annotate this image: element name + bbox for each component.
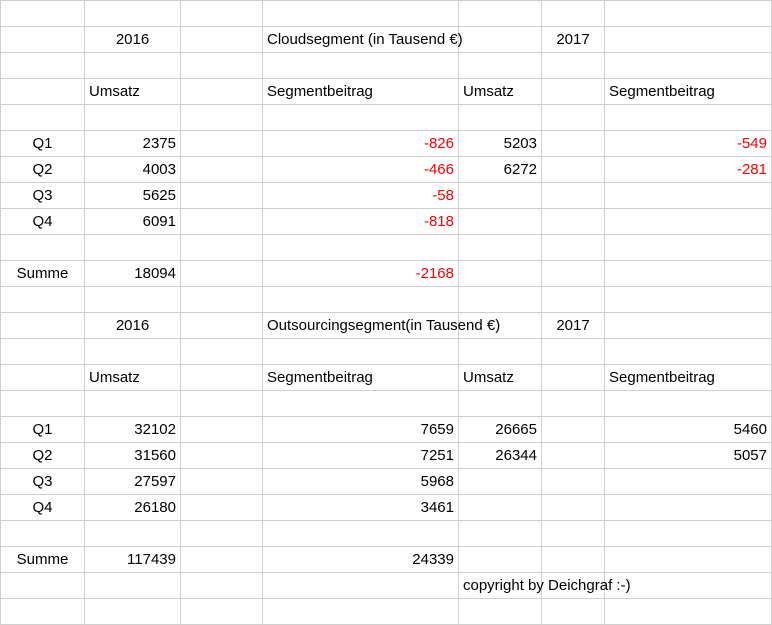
cell-blank[interactable] — [1, 287, 85, 313]
cloud-header-segment-2017[interactable]: Segmentbeitrag — [605, 79, 772, 105]
cell-blank[interactable] — [181, 599, 263, 625]
cell-blank[interactable] — [263, 53, 459, 79]
cell-blank[interactable] — [181, 157, 263, 183]
outsourcing-header-segment-2016[interactable]: Segmentbeitrag — [263, 365, 459, 391]
table-row[interactable] — [1, 183, 772, 209]
cell-blank[interactable] — [542, 157, 605, 183]
outsourcing-segment-2017[interactable] — [605, 469, 772, 495]
outsourcing-umsatz-2017[interactable] — [459, 495, 542, 521]
cell-blank[interactable] — [1, 599, 85, 625]
cell-blank[interactable] — [542, 391, 605, 417]
table-row[interactable] — [1, 573, 772, 599]
cell-blank[interactable] — [459, 391, 542, 417]
cell-blank[interactable] — [85, 599, 181, 625]
table-row[interactable] — [1, 261, 772, 287]
cell-blank[interactable] — [542, 131, 605, 157]
cell-blank[interactable] — [605, 287, 772, 313]
outsourcing-header-umsatz-2016[interactable]: Umsatz — [85, 365, 181, 391]
outsourcing-total-label[interactable]: Summe — [1, 547, 85, 573]
cell-blank[interactable] — [542, 53, 605, 79]
table-row[interactable] — [1, 339, 772, 365]
table-row[interactable] — [1, 27, 772, 53]
cloud-row-label[interactable]: Q4 — [1, 209, 85, 235]
cell-blank[interactable] — [459, 27, 542, 53]
outsourcing-section-title[interactable]: Outsourcingsegment(in Tausend €) — [263, 313, 459, 339]
cell-blank[interactable] — [605, 27, 772, 53]
table-row[interactable] — [1, 599, 772, 625]
cell-blank[interactable] — [1, 339, 85, 365]
cell-blank[interactable] — [181, 573, 263, 599]
cell-blank[interactable] — [263, 105, 459, 131]
outsourcing-umsatz-2016[interactable]: 32102 — [85, 417, 181, 443]
cell-blank[interactable] — [181, 287, 263, 313]
outsourcing-segment-2017[interactable]: 5460 — [605, 417, 772, 443]
cell-blank[interactable] — [542, 417, 605, 443]
cell-blank[interactable] — [181, 131, 263, 157]
cell-blank[interactable] — [181, 79, 263, 105]
outsourcing-segment-2016[interactable]: 3461 — [263, 495, 459, 521]
cloud-umsatz-2016[interactable]: 4003 — [85, 157, 181, 183]
cloud-row-label[interactable]: Q2 — [1, 157, 85, 183]
cloud-year-left[interactable]: 2016 — [85, 27, 181, 53]
cell-blank[interactable] — [263, 599, 459, 625]
cloud-total-umsatz-2016[interactable]: 18094 — [85, 261, 181, 287]
cloud-total-segment-2017[interactable] — [605, 261, 772, 287]
table-row[interactable] — [1, 79, 772, 105]
cell-blank[interactable] — [459, 339, 542, 365]
outsourcing-umsatz-2016[interactable]: 27597 — [85, 469, 181, 495]
cell-blank[interactable] — [605, 391, 772, 417]
outsourcing-umsatz-2017[interactable]: 26344 — [459, 443, 542, 469]
outsourcing-umsatz-2016[interactable]: 31560 — [85, 443, 181, 469]
cell-blank[interactable] — [85, 573, 181, 599]
cell-blank[interactable] — [1, 391, 85, 417]
cell-blank[interactable] — [542, 209, 605, 235]
outsourcing-total-umsatz-2016[interactable]: 117439 — [85, 547, 181, 573]
cell-blank[interactable] — [181, 365, 263, 391]
cloud-segment-2017[interactable]: -549 — [605, 131, 772, 157]
table-row[interactable] — [1, 365, 772, 391]
cell-blank[interactable] — [263, 521, 459, 547]
cloud-total-umsatz-2017[interactable] — [459, 261, 542, 287]
cell-blank[interactable] — [459, 599, 542, 625]
cloud-section-title[interactable]: Cloudsegment (in Tausend €) — [263, 27, 459, 53]
cell-blank[interactable] — [181, 27, 263, 53]
table-row[interactable] — [1, 521, 772, 547]
table-row[interactable] — [1, 417, 772, 443]
cloud-total-label[interactable]: Summe — [1, 261, 85, 287]
cell-blank[interactable] — [1, 235, 85, 261]
cell-blank[interactable] — [85, 339, 181, 365]
cell-blank[interactable] — [263, 391, 459, 417]
cloud-total-segment-2016[interactable]: -2168 — [263, 261, 459, 287]
outsourcing-header-umsatz-2017[interactable]: Umsatz — [459, 365, 542, 391]
cell-blank[interactable] — [459, 105, 542, 131]
cell-blank[interactable] — [605, 521, 772, 547]
cell-blank[interactable] — [1, 27, 85, 53]
outsourcing-total-segment-2016[interactable]: 24339 — [263, 547, 459, 573]
cell-blank[interactable] — [181, 417, 263, 443]
table-row[interactable] — [1, 53, 772, 79]
cell-blank[interactable] — [85, 521, 181, 547]
cell-blank[interactable] — [542, 469, 605, 495]
cell-blank[interactable] — [542, 443, 605, 469]
outsourcing-umsatz-2017[interactable] — [459, 469, 542, 495]
cell-blank[interactable] — [85, 391, 181, 417]
table-row[interactable] — [1, 287, 772, 313]
table-row[interactable] — [1, 391, 772, 417]
cloud-header-segment-2016[interactable]: Segmentbeitrag — [263, 79, 459, 105]
cloud-segment-2017[interactable]: -281 — [605, 157, 772, 183]
cell-blank[interactable] — [605, 339, 772, 365]
cell-blank[interactable] — [181, 261, 263, 287]
cloud-segment-2016[interactable]: -466 — [263, 157, 459, 183]
table-row[interactable] — [1, 209, 772, 235]
cell-blank[interactable] — [181, 391, 263, 417]
cloud-year-right[interactable]: 2017 — [542, 27, 605, 53]
cell-blank[interactable] — [542, 339, 605, 365]
cell-blank[interactable] — [542, 287, 605, 313]
cell-blank[interactable] — [459, 521, 542, 547]
cell-blank[interactable] — [1, 573, 85, 599]
cell-blank[interactable] — [1, 313, 85, 339]
cell-blank[interactable] — [181, 521, 263, 547]
cloud-umsatz-2016[interactable]: 5625 — [85, 183, 181, 209]
cell-blank[interactable] — [459, 53, 542, 79]
outsourcing-total-segment-2017[interactable] — [605, 547, 772, 573]
cell-blank[interactable] — [605, 1, 772, 27]
cell-blank[interactable] — [181, 105, 263, 131]
table-row[interactable] — [1, 469, 772, 495]
cloud-header-umsatz-2017[interactable]: Umsatz — [459, 79, 542, 105]
cell-blank[interactable] — [605, 235, 772, 261]
table-row[interactable] — [1, 313, 772, 339]
cell-blank[interactable] — [1, 53, 85, 79]
cloud-segment-2017[interactable] — [605, 183, 772, 209]
outsourcing-year-left[interactable]: 2016 — [85, 313, 181, 339]
cell-blank[interactable] — [85, 105, 181, 131]
outsourcing-header-segment-2017[interactable]: Segmentbeitrag — [605, 365, 772, 391]
outsourcing-segment-2016[interactable]: 7659 — [263, 417, 459, 443]
cell-blank[interactable] — [542, 599, 605, 625]
outsourcing-segment-2017[interactable] — [605, 495, 772, 521]
outsourcing-segment-2016[interactable]: 7251 — [263, 443, 459, 469]
cloud-segment-2016[interactable]: -58 — [263, 183, 459, 209]
cell-blank[interactable] — [542, 105, 605, 131]
cell-blank[interactable] — [181, 469, 263, 495]
outsourcing-year-right[interactable]: 2017 — [542, 313, 605, 339]
cell-blank[interactable] — [1, 79, 85, 105]
cell-blank[interactable] — [542, 183, 605, 209]
cell-blank[interactable] — [542, 495, 605, 521]
outsourcing-row-label[interactable]: Q4 — [1, 495, 85, 521]
cell-blank[interactable] — [181, 235, 263, 261]
cell-blank[interactable] — [459, 235, 542, 261]
cell-blank[interactable] — [605, 313, 772, 339]
cell-blank[interactable] — [263, 235, 459, 261]
cell-blank[interactable] — [263, 573, 459, 599]
cell-blank[interactable] — [85, 1, 181, 27]
cloud-umsatz-2017[interactable]: 6272 — [459, 157, 542, 183]
table-row[interactable] — [1, 131, 772, 157]
copyright-note[interactable]: copyright by Deichgraf :-) — [459, 573, 542, 599]
cell-blank[interactable] — [181, 209, 263, 235]
table-row[interactable] — [1, 157, 772, 183]
cell-blank[interactable] — [1, 365, 85, 391]
cloud-segment-2016[interactable]: -826 — [263, 131, 459, 157]
cell-blank[interactable] — [1, 521, 85, 547]
cell-blank[interactable] — [85, 53, 181, 79]
outsourcing-segment-2016[interactable]: 5968 — [263, 469, 459, 495]
cell-blank[interactable] — [1, 105, 85, 131]
cell-blank[interactable] — [542, 547, 605, 573]
cell-blank[interactable] — [181, 1, 263, 27]
table-row[interactable] — [1, 443, 772, 469]
cell-blank[interactable] — [181, 183, 263, 209]
cell-blank[interactable] — [263, 339, 459, 365]
cloud-header-umsatz-2016[interactable]: Umsatz — [85, 79, 181, 105]
table-row[interactable] — [1, 105, 772, 131]
cloud-row-label[interactable]: Q3 — [1, 183, 85, 209]
cell-blank[interactable] — [605, 599, 772, 625]
cell-blank[interactable] — [542, 365, 605, 391]
cell-blank[interactable] — [181, 313, 263, 339]
outsourcing-row-label[interactable]: Q2 — [1, 443, 85, 469]
cell-blank[interactable] — [263, 1, 459, 27]
cloud-segment-2017[interactable] — [605, 209, 772, 235]
cell-blank[interactable] — [181, 495, 263, 521]
table-row[interactable] — [1, 495, 772, 521]
cloud-row-label[interactable]: Q1 — [1, 131, 85, 157]
table-row[interactable] — [1, 547, 772, 573]
cloud-umsatz-2016[interactable]: 6091 — [85, 209, 181, 235]
cell-blank[interactable] — [1, 1, 85, 27]
cell-blank[interactable] — [542, 521, 605, 547]
outsourcing-total-umsatz-2017[interactable] — [459, 547, 542, 573]
outsourcing-segment-2017[interactable]: 5057 — [605, 443, 772, 469]
outsourcing-umsatz-2017[interactable]: 26665 — [459, 417, 542, 443]
cell-blank[interactable] — [181, 53, 263, 79]
table-row[interactable] — [1, 1, 772, 27]
cell-blank[interactable] — [542, 261, 605, 287]
cell-blank[interactable] — [459, 1, 542, 27]
cloud-segment-2016[interactable]: -818 — [263, 209, 459, 235]
cell-blank[interactable] — [181, 547, 263, 573]
cell-blank[interactable] — [542, 1, 605, 27]
cell-blank[interactable] — [459, 287, 542, 313]
cell-blank[interactable] — [85, 287, 181, 313]
cell-blank[interactable] — [605, 53, 772, 79]
cell-blank[interactable] — [605, 105, 772, 131]
cell-blank[interactable] — [181, 443, 263, 469]
cell-blank[interactable] — [181, 339, 263, 365]
table-row[interactable] — [1, 235, 772, 261]
cloud-umsatz-2016[interactable]: 2375 — [85, 131, 181, 157]
cell-blank[interactable] — [85, 235, 181, 261]
cell-blank[interactable] — [542, 235, 605, 261]
outsourcing-row-label[interactable]: Q1 — [1, 417, 85, 443]
cell-blank[interactable] — [263, 287, 459, 313]
cloud-umsatz-2017[interactable] — [459, 209, 542, 235]
outsourcing-umsatz-2016[interactable]: 26180 — [85, 495, 181, 521]
outsourcing-row-label[interactable]: Q3 — [1, 469, 85, 495]
cell-blank[interactable] — [542, 79, 605, 105]
cloud-umsatz-2017[interactable]: 5203 — [459, 131, 542, 157]
cloud-umsatz-2017[interactable] — [459, 183, 542, 209]
